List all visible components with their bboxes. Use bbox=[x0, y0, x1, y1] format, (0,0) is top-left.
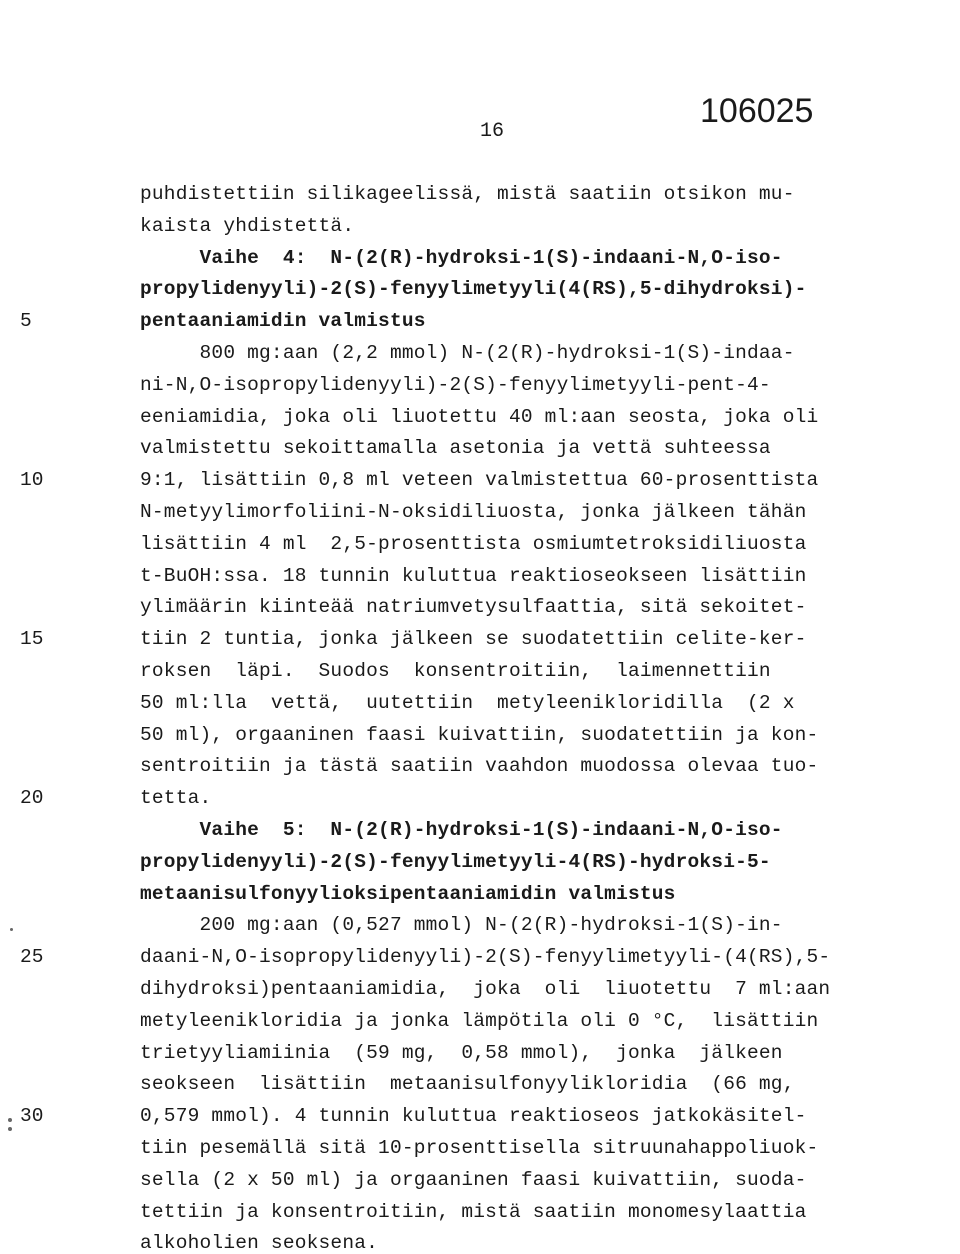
text-line: valmistettu sekoittamalla asetonia ja vettä suhteessa bbox=[140, 437, 771, 460]
text-line: seokseen lisättiin metaanisulfonyylikloridia (66 mg, bbox=[140, 1073, 795, 1096]
scan-speck bbox=[8, 1118, 12, 1122]
page-number: 16 bbox=[480, 120, 505, 143]
text-line: 50 ml:lla vettä, uutettiin metyleenikloridilla (2 x bbox=[140, 691, 795, 714]
section-heading-line: metaanisulfonyylioksipentaaniamidin valmistus bbox=[140, 882, 676, 905]
text-line: ni-N,O-isopropylidenyyli)-2(S)-fenyylimetyyli-pent-4- bbox=[140, 373, 771, 396]
text-line: dihydroksi)pentaaniamidia, joka oli liuotettu 7 ml:aan bbox=[140, 978, 831, 1000]
text-line: tiin pesemällä sitä 10-prosenttisella sitruunahappoliuok- bbox=[140, 1137, 819, 1159]
text-line: 200 mg:aan (0,527 mmol) N-(2(R)-hydroksi-1(S)-in- bbox=[140, 914, 783, 937]
document-number: 106025 bbox=[700, 92, 814, 130]
text-line: daani-N,O-isopropylidenyyli)-2(S)-fenyylimetyyli-(4(RS),5- bbox=[140, 946, 831, 969]
text-line: trietyyliamiinia (59 mg, 0,58 mmol), jonka jälkeen bbox=[140, 1041, 783, 1064]
text-line: ylimäärin kiinteää natriumvetysulfaattia, sitä sekoitet- bbox=[140, 596, 807, 619]
line-number: 20 bbox=[20, 787, 44, 810]
text-line: puhdistettiin silikageelissä, mistä saatiin otsikon mu- bbox=[140, 183, 795, 205]
text-line: lisättiin 4 ml 2,5-prosenttista osmiumtetroksidiliuosta bbox=[140, 532, 807, 555]
text-line: tiin 2 tuntia, jonka jälkeen se suodatettiin celite-ker- bbox=[140, 628, 807, 651]
text-line: eeniamidia, joka oli liuotettu 40 ml:aan seosta, joka oli bbox=[140, 405, 819, 428]
text-line: tettiin ja konsentroitiin, mistä saatiin monomesylaattia bbox=[140, 1200, 807, 1223]
text-line: kaista yhdistettä. bbox=[140, 214, 355, 237]
text-line: N-metyylimorfoliini-N-oksidiliuosta, jonka jälkeen tähän bbox=[140, 501, 807, 523]
section-heading-line: propylidenyyli)-2(S)-fenyylimetyyli-4(RS)-hydroksi-5- bbox=[140, 850, 771, 873]
line-number: 15 bbox=[20, 628, 44, 651]
section-heading-line: propylidenyyli)-2(S)-fenyylimetyyli(4(RS),5-dihydroksi)- bbox=[140, 278, 807, 301]
scan-speck bbox=[8, 1127, 12, 1131]
text-line: 800 mg:aan (2,2 mmol) N-(2(R)-hydroksi-1(S)-indaa- bbox=[140, 342, 795, 364]
text-line: metyleenikloridia ja jonka lämpötila oli 0 °C, lisättiin bbox=[140, 1009, 819, 1032]
line-number: 10 bbox=[20, 469, 44, 492]
section-heading-line: Vaihe 4: N-(2(R)-hydroksi-1(S)-indaani-N,O-iso- bbox=[140, 246, 783, 269]
section-heading-line: Vaihe 5: N-(2(R)-hydroksi-1(S)-indaani-N,O-iso- bbox=[140, 819, 783, 841]
text-line: t-BuOH:ssa. 18 tunnin kuluttua reaktioseokseen lisättiin bbox=[140, 564, 807, 587]
text-line: tetta. bbox=[140, 787, 212, 810]
line-number: 30 bbox=[20, 1105, 44, 1128]
text-line: roksen läpi. Suodos konsentroitiin, laimennettiin bbox=[140, 660, 771, 682]
line-number: 25 bbox=[20, 946, 44, 969]
text-line: 50 ml), orgaaninen faasi kuivattiin, suodatettiin ja kon- bbox=[140, 723, 819, 746]
line-number: 5 bbox=[20, 310, 32, 333]
section-heading-line: pentaaniamidin valmistus bbox=[140, 310, 426, 333]
text-line: sentroitiin ja tästä saatiin vaahdon muodossa olevaa tuo- bbox=[140, 755, 819, 778]
text-line: 9:1, lisättiin 0,8 ml veteen valmistettua 60-prosenttista bbox=[140, 469, 819, 492]
text-line: 0,579 mmol). 4 tunnin kuluttua reaktioseos jatkokäsitel- bbox=[140, 1105, 807, 1128]
text-line: sella (2 x 50 ml) ja orgaaninen faasi kuivattiin, suoda- bbox=[140, 1168, 807, 1191]
text-line: alkoholien seoksena. bbox=[140, 1232, 379, 1254]
scan-speck bbox=[10, 928, 13, 931]
